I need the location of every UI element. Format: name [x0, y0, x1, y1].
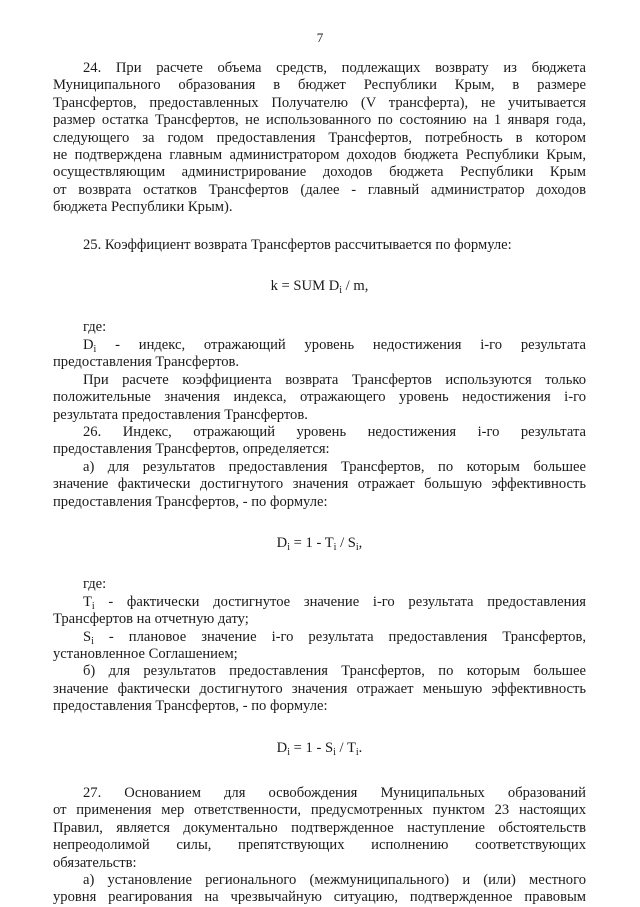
di-definition: $D_i$ - индекс, отражающий уровень недостижения i-го результата — [83, 336, 586, 355]
text-line: 24. При расчете объема средств, подлежащих возврату из бюджета — [83, 60, 586, 76]
formula-return-coefficient: k = SUM $D_i$ / m, — [270, 278, 369, 297]
text-line: значение фактически достигнутого значения отражает большую эффективность — [53, 476, 586, 493]
where-label: где: — [83, 319, 107, 336]
document-body — [53, 60, 586, 907]
text-line: значение фактически достигнутого значения отражает меньшую эффективность — [53, 680, 586, 697]
text-line: Трансфертов на отчетную дату; — [53, 611, 249, 628]
text-line: Правил, является документально подтвержденное наступление обстоятельств — [53, 819, 586, 836]
text-line: предоставления Трансфертов, определяется: — [53, 441, 330, 458]
text-line: установленное Соглашением; — [53, 645, 238, 662]
text-line: положительные значения индекса, отражающего уровень недостижения i-го — [53, 389, 586, 406]
text-line: Трансфертов, предоставленных Получателю (V трансферта), не учитывается — [53, 94, 586, 111]
si-definition: $S_i$ - плановое значение i-го результата предоставления Трансфертов, — [83, 628, 586, 647]
where-label: где: — [83, 576, 107, 593]
text-line: от применения мер ответственности, предусмотренных пунктом 23 настоящих — [53, 802, 586, 819]
text-line: уровня реагирования на чрезвычайную ситуацию, подтвержденное правовым — [53, 889, 586, 906]
subparagraph-b: б) для результатов предоставления Трансфертов, по которым большее — [83, 663, 586, 680]
text-line: следующего за годом предоставления Трансфертов, потребность в котором — [53, 129, 586, 146]
text-line: размер остатка Трансфертов, не использованного по состоянию на 1 января года, — [53, 112, 586, 129]
text-line: Муниципального образования в бюджет Республики Крым, в размере — [53, 77, 586, 94]
note-paragraph — [53, 372, 586, 424]
page-number: 7 — [316, 30, 324, 45]
text-line: 27. Основанием для освобождения Муниципальных образований — [83, 785, 586, 801]
paragraph-25: 25. Коэффициент возврата Трансфертов рассчитывается по формуле: — [83, 236, 512, 253]
text-line: бюджета Республики Крым). — [53, 199, 233, 216]
text-line: а) установление регионального (межмуниципального) и (или) местного — [83, 872, 586, 889]
text-line: предоставления Трансфертов. — [53, 354, 240, 371]
text-line: предоставления Трансфертов, - по формуле: — [53, 493, 328, 510]
subparagraph-a: а) для результатов предоставления Трансфертов, по которым большее — [83, 458, 586, 475]
text-line: непреодолимой силы, препятствующих исполнению соответствующих — [53, 837, 586, 854]
paragraph-27 — [53, 785, 586, 872]
text-line: не подтверждена главным администратором доходов бюджета Республики Крым, — [53, 147, 586, 164]
paragraph-26: 26. Индекс, отражающий уровень недостижения i-го результата — [83, 423, 586, 440]
formula-index-a: $D_i = 1 - T_i / S_i$, — [276, 534, 363, 553]
text-line: осуществляющим администрирование доходов бюджета Республики Крым — [53, 164, 586, 181]
text-line: результата предоставления Трансфертов. — [53, 406, 308, 423]
formula-index-b: $D_i = 1 - S_i / T_i$. — [276, 739, 363, 758]
text-line: от возврата остатков Трансфертов (далее - главный администратор доходов — [53, 181, 586, 198]
text-line: обязательств: — [53, 854, 137, 871]
text-line: При расчете коэффициента возврата Трансфертов используются только — [83, 371, 586, 388]
ti-definition: $T_i$ - фактически достигнутое значение i-го результата предоставления — [83, 593, 586, 612]
paragraph-24 — [53, 60, 586, 217]
text-line: предоставления Трансфертов, - по формуле: — [53, 698, 328, 715]
